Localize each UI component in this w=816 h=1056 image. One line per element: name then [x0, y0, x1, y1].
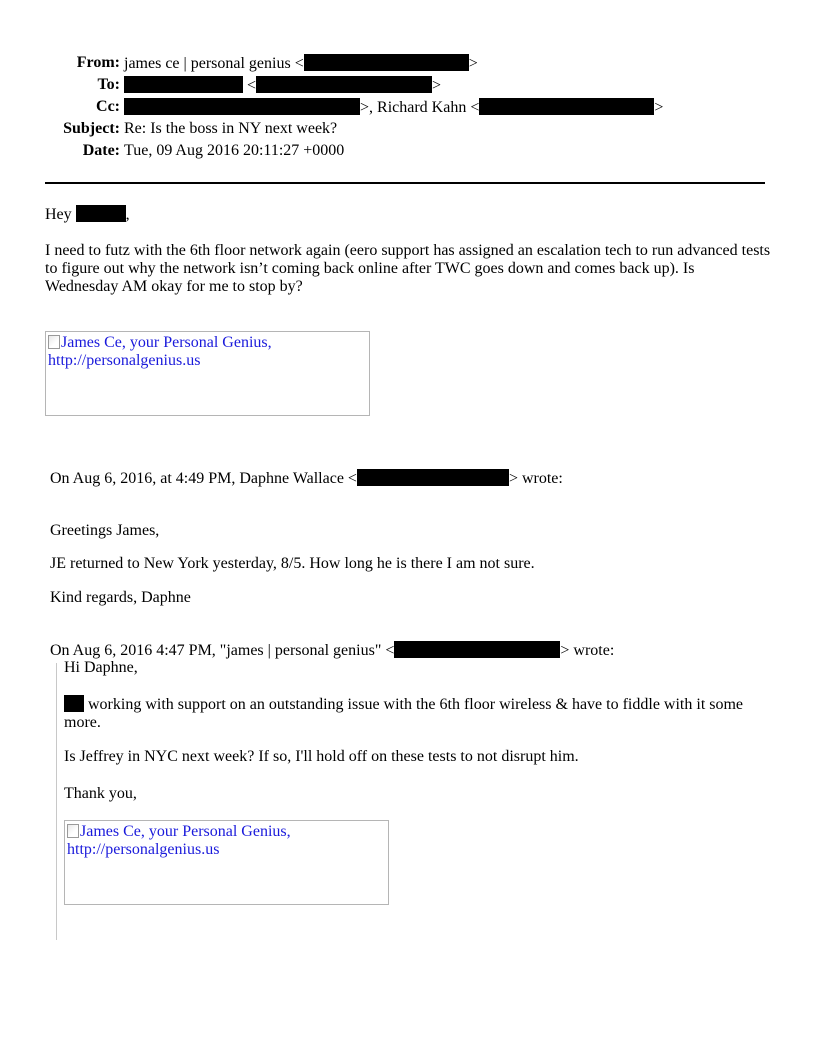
from-value: james ce | personal genius < > [124, 55, 478, 72]
subject-label: Subject: [63, 120, 120, 137]
signature-alt-text: James Ce, your Personal Genius, [80, 823, 291, 840]
header-divider [45, 182, 765, 184]
redaction-block [304, 54, 469, 71]
reply-closing: Kind regards, Daphne [50, 589, 191, 606]
redaction-block [394, 641, 560, 658]
reply-line: JE returned to New York yesterday, 8/5. How long he is there I am not sure. [50, 555, 535, 572]
quoted-question: Is Jeffrey in NYC next week? If so, I'll hold off on these tests to not disrupt him. [64, 748, 579, 765]
reply-greeting: Greetings James, [50, 522, 160, 539]
to-label: To: [97, 76, 120, 93]
from-label: From: [76, 54, 120, 71]
redaction-block [124, 98, 360, 115]
signature-alt-text: James Ce, your Personal Genius, [61, 334, 272, 351]
redaction-block [357, 469, 509, 486]
reply-attribution: On Aug 6, 2016, at 4:49 PM, Daphne Wallace < > wrote: [50, 470, 563, 487]
signature-link[interactable]: http://personalgenius.us [67, 841, 220, 858]
body-paragraph: I need to futz with the 6th floor network again (eero support has assigned an escalation tech to run advanced tests to figure out why the network isn’t coming back online after TWC goes down and comes back up). Is Wednesday AM okay for me to stop by? [45, 242, 771, 295]
quote-bar [56, 663, 57, 940]
redaction-block [76, 205, 126, 222]
quoted-signature-image[interactable] [64, 820, 389, 905]
redaction-block [256, 76, 432, 93]
redaction-block [64, 695, 84, 712]
quoted-paragraph: working with support on an outstanding issue with the 6th floor wireless & have to fiddle with it some more. [64, 696, 744, 731]
greeting: Hey , [45, 206, 130, 223]
redaction-block [124, 76, 243, 93]
signature-link[interactable]: http://personalgenius.us [48, 352, 201, 369]
broken-image-icon [48, 335, 60, 349]
quoted-greeting: Hi Daphne, [64, 659, 138, 676]
date-value: Tue, 09 Aug 2016 20:11:27 +0000 [124, 142, 345, 159]
broken-image-icon [67, 824, 79, 838]
cc-value: >, Richard Kahn < > [124, 98, 663, 117]
redaction-block [479, 98, 654, 115]
subject-value: Re: Is the boss in NY next week? [124, 120, 338, 137]
to-value: < > [124, 76, 441, 95]
cc-label: Cc: [96, 98, 120, 115]
date-label: Date: [82, 142, 120, 159]
quoted-thanks: Thank you, [64, 785, 137, 802]
from-name: james ce | personal genius < [124, 55, 304, 72]
quoted-attribution: On Aug 6, 2016 4:47 PM, "james | personal genius" < > wrote: [50, 642, 615, 659]
signature-image[interactable] [45, 331, 370, 416]
